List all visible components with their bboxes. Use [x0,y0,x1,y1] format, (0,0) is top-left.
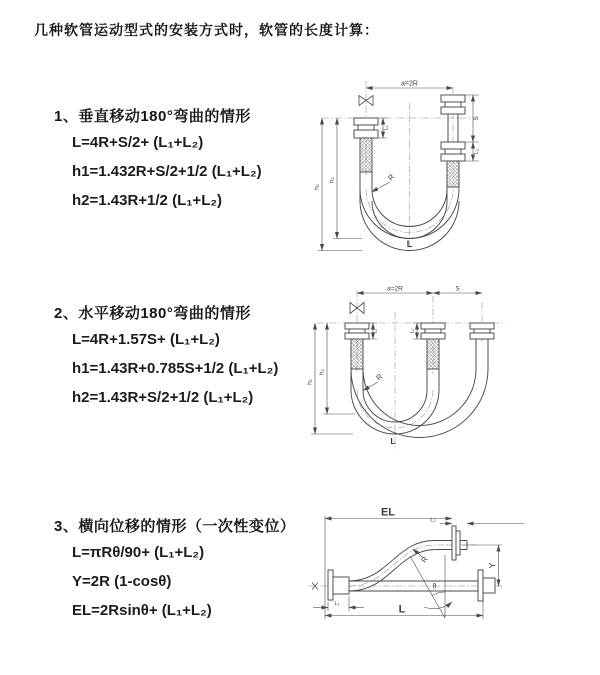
dim-label-s: S [455,285,460,293]
length-label: L [406,239,413,249]
section-1-formulas [72,134,262,221]
dim-label-l1: L₁ [383,125,390,131]
dim-label-y: Y [487,562,497,569]
dim-label-l1: L₁ [334,601,340,607]
section-3-heading: 3、横向位移的情形（一次性变位） [54,518,296,535]
dim-label-el: EL [380,506,396,519]
section-2-heading: 2、水平移动180°弯曲的情形 [54,305,251,322]
radius-label: R [385,172,397,183]
dim-label-h2: h₂ [318,368,326,376]
dim-label-h2: h₂ [328,176,336,184]
formula-h2: h2=1.43R+S/2+1/2 (L₁+L₂) [72,389,254,406]
formula-l: L=πRθ/90+ (L₁+L₂) [72,544,205,561]
formula-l: L=4R+S/2+ (L₁+L₂) [72,134,204,151]
radius-label: R [419,554,430,565]
section-1-heading: 1、垂直移动180°弯曲的情形 [54,108,251,125]
dim-label-l2: L₂ [430,517,436,524]
dim-label-s: S [473,116,480,121]
dim-label-l2: L₂ [474,148,480,155]
dim-label-h1: h₁ [313,184,321,190]
diagram-lateral-displacement [300,500,600,635]
hose-drawing [312,526,495,601]
dim-label-h1: h₁ [306,379,314,385]
dim-label-l2: L₂ [409,328,416,334]
section-2-formulas [72,331,278,418]
dim-label-a2r: a=2R [401,80,418,88]
formula-h2: h2=1.43R+1/2 (L₁+L₂) [72,192,223,209]
centerlines [317,290,505,450]
diagram-horizontal-180-bend [305,282,600,454]
dim-label-l1: L₁ [372,328,379,334]
formula-l: L=4R+1.57S+ (L₁+L₂) [72,331,220,348]
formula-h1: h1=1.43R+0.785S+1/2 (L₁+L₂) [72,360,279,377]
page-title: 几种软管运动型式的安装方式时，软管的长度计算： [34,22,379,38]
diagram-vertical-180-bend [310,75,600,255]
length-label: L [398,603,406,616]
formula-y: Y=2R (1-cosθ) [72,573,172,590]
section-3-formulas [72,544,212,631]
formula-h1: h1=1.432R+S/2+1/2 (L₁+L₂) [72,163,262,180]
length-label: L [390,436,396,446]
radius-label: R [374,371,385,383]
angle-label: θ [432,583,437,591]
hose-drawing [345,323,494,438]
formula-el: EL=2Rsinθ+ (L₁+L₂) [72,602,212,619]
dimension-lines [311,293,482,434]
dim-label-a2r: a=2R [387,285,403,293]
